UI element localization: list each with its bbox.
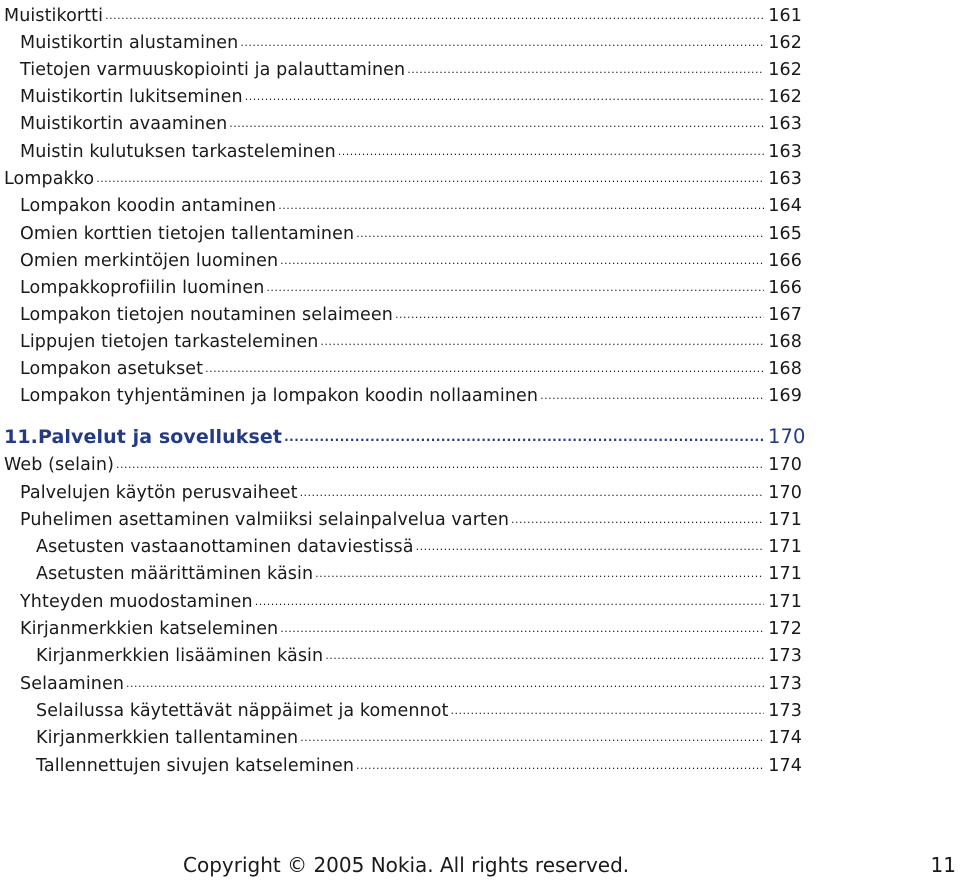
- toc-entry-title: Lompakkoprofiilin luominen: [20, 278, 265, 298]
- toc-entry[interactable]: [20, 586, 802, 613]
- toc-entry-page: 173: [768, 646, 802, 666]
- toc-entry-page: 163: [768, 169, 802, 189]
- toc-entry-page: 174: [768, 728, 802, 748]
- toc-entry[interactable]: [20, 477, 802, 504]
- dot-leader: [320, 335, 764, 353]
- toc-entry-page: 172: [768, 619, 802, 639]
- toc-entry-title: Muistikortti: [4, 6, 104, 26]
- dot-leader: [266, 281, 764, 299]
- toc-entry-page: 174: [768, 756, 802, 776]
- toc-entry-page: 162: [768, 60, 802, 80]
- toc-entry-title: Muistikortin alustaminen: [20, 33, 239, 53]
- dot-leader: [338, 145, 764, 163]
- toc-entry[interactable]: [36, 558, 802, 585]
- toc-entry-title: Lompakon tietojen noutaminen selaimeen: [20, 305, 393, 325]
- toc-entry-page: 164: [768, 196, 802, 216]
- toc-entry[interactable]: [20, 353, 802, 380]
- toc-entry-page: 163: [768, 114, 802, 134]
- toc-entry-title: Omien merkintöjen luominen: [20, 251, 279, 271]
- toc-entry-title: Lompakon koodin antaminen: [20, 196, 277, 216]
- toc-entry-page: 162: [768, 33, 802, 53]
- toc-entry-title: Asetusten vastaanottaminen dataviestissä: [36, 537, 414, 557]
- toc-entry-title: Lompakon asetukset: [20, 359, 204, 379]
- dot-leader: [126, 677, 764, 695]
- toc-entry-title: Lompakko: [4, 169, 95, 189]
- toc-entry[interactable]: [36, 750, 802, 777]
- toc-entry[interactable]: [20, 27, 802, 54]
- toc-entry[interactable]: [36, 640, 802, 667]
- dot-leader: [116, 458, 764, 476]
- toc-entry[interactable]: [20, 272, 802, 299]
- toc-entry-title: Selailussa käytettävät näppäimet ja komennot: [36, 701, 449, 721]
- toc-entry-page: 173: [768, 674, 802, 694]
- toc-entry-title: Kirjanmerkkien lisääminen käsin: [36, 646, 324, 666]
- toc-entry[interactable]: [20, 380, 802, 407]
- toc-entry-page: 165: [768, 224, 802, 244]
- dot-leader: [205, 362, 764, 380]
- toc-entry-page: 170: [768, 455, 802, 475]
- toc-entry[interactable]: [20, 190, 802, 217]
- toc-entry[interactable]: [20, 245, 802, 272]
- toc-entry-title: Tallennettujen sivujen katseleminen: [36, 756, 355, 776]
- toc-entry[interactable]: [20, 108, 802, 135]
- dot-leader: [511, 513, 764, 531]
- dot-leader: [416, 540, 764, 558]
- dot-leader: [407, 63, 764, 81]
- toc-entry-page: 166: [768, 251, 802, 271]
- toc-entry[interactable]: [4, 449, 802, 476]
- dot-leader: [540, 389, 764, 407]
- toc-entry-page: 171: [768, 510, 802, 530]
- toc-entry-page: 171: [768, 537, 802, 557]
- toc-entry[interactable]: [20, 54, 802, 81]
- dot-leader: [105, 9, 764, 27]
- toc-entry-page: 169: [768, 386, 802, 406]
- toc-entry-page: 163: [768, 142, 802, 162]
- toc-entry-title: Asetusten määrittäminen käsin: [36, 564, 314, 584]
- toc-entry[interactable]: [20, 326, 802, 353]
- toc-entry-page: 168: [768, 359, 802, 379]
- toc-entry-title: Web (selain): [4, 455, 114, 475]
- dot-leader: [278, 199, 764, 217]
- toc-entry-page: 170: [768, 483, 802, 503]
- toc-entry[interactable]: [36, 695, 802, 722]
- toc-entry-page: 161: [768, 6, 802, 26]
- toc-entry-page: 170: [768, 425, 806, 448]
- toc-entry[interactable]: [20, 218, 802, 245]
- dot-leader: [450, 704, 764, 722]
- dot-leader: [356, 227, 764, 245]
- toc-entry-page: 171: [768, 564, 802, 584]
- dot-leader: [356, 759, 764, 777]
- toc-entry[interactable]: [20, 299, 802, 326]
- toc-entry-title: Lompakon tyhjentäminen ja lompakon koodin nollaaminen: [20, 386, 539, 406]
- toc-entry-page: 166: [768, 278, 802, 298]
- toc-entry[interactable]: [20, 668, 802, 695]
- toc-entry-page: 173: [768, 701, 802, 721]
- copyright-notice: Copyright © 2005 Nokia. All rights reserved.: [183, 853, 630, 877]
- toc-entry[interactable]: [36, 722, 802, 749]
- toc-entry-title: Muistikortin avaaminen: [20, 114, 228, 134]
- page-footer: [0, 853, 960, 883]
- toc-entry-title: Puhelimen asettaminen valmiiksi selainpalvelua varten: [20, 510, 510, 530]
- toc-entry-page: 168: [768, 332, 802, 352]
- toc-entry-title: Yhteyden muodostaminen: [20, 592, 253, 612]
- toc-entry-page: 167: [768, 305, 802, 325]
- dot-leader: [255, 595, 764, 613]
- toc-entry-title: Selaaminen: [20, 674, 125, 694]
- page-number: 11: [930, 853, 956, 877]
- toc-entry-title: Palvelujen käytön perusvaiheet: [20, 483, 298, 503]
- toc-entry-title: Kirjanmerkkien tallentaminen: [36, 728, 299, 748]
- toc-entry[interactable]: [4, 0, 802, 27]
- dot-leader: [245, 90, 764, 108]
- dot-leader: [280, 622, 764, 640]
- toc-entry-title: Muistikortin lukitseminen: [20, 87, 243, 107]
- dot-leader: [284, 430, 764, 448]
- toc-entry-title: 11.Palvelut ja sovellukset: [4, 426, 283, 448]
- dot-leader: [229, 117, 764, 135]
- toc-entry[interactable]: [20, 504, 802, 531]
- dot-leader: [300, 731, 764, 749]
- dot-leader: [395, 308, 764, 326]
- toc-entry-page: 171: [768, 592, 802, 612]
- toc-entry[interactable]: [4, 163, 802, 190]
- toc-entry[interactable]: [36, 531, 802, 558]
- toc-chapter-heading[interactable]: [4, 421, 806, 448]
- dot-leader: [96, 172, 764, 190]
- toc-entry[interactable]: [20, 81, 802, 108]
- toc-entry-title: Omien korttien tietojen tallentaminen: [20, 224, 355, 244]
- toc-entry-title: Tietojen varmuuskopiointi ja palauttaminen: [20, 60, 406, 80]
- dot-leader: [240, 36, 764, 54]
- toc-entry[interactable]: [20, 613, 802, 640]
- toc-entry-title: Muistin kulutuksen tarkasteleminen: [20, 142, 336, 162]
- toc-entry-title: Kirjanmerkkien katseleminen: [20, 619, 279, 639]
- dot-leader: [325, 649, 764, 667]
- dot-leader: [315, 567, 764, 585]
- toc-entry-title: Lippujen tietojen tarkasteleminen: [20, 332, 319, 352]
- dot-leader: [280, 254, 764, 272]
- dot-leader: [300, 486, 764, 504]
- toc-entry[interactable]: [20, 136, 802, 163]
- toc-entry-page: 162: [768, 87, 802, 107]
